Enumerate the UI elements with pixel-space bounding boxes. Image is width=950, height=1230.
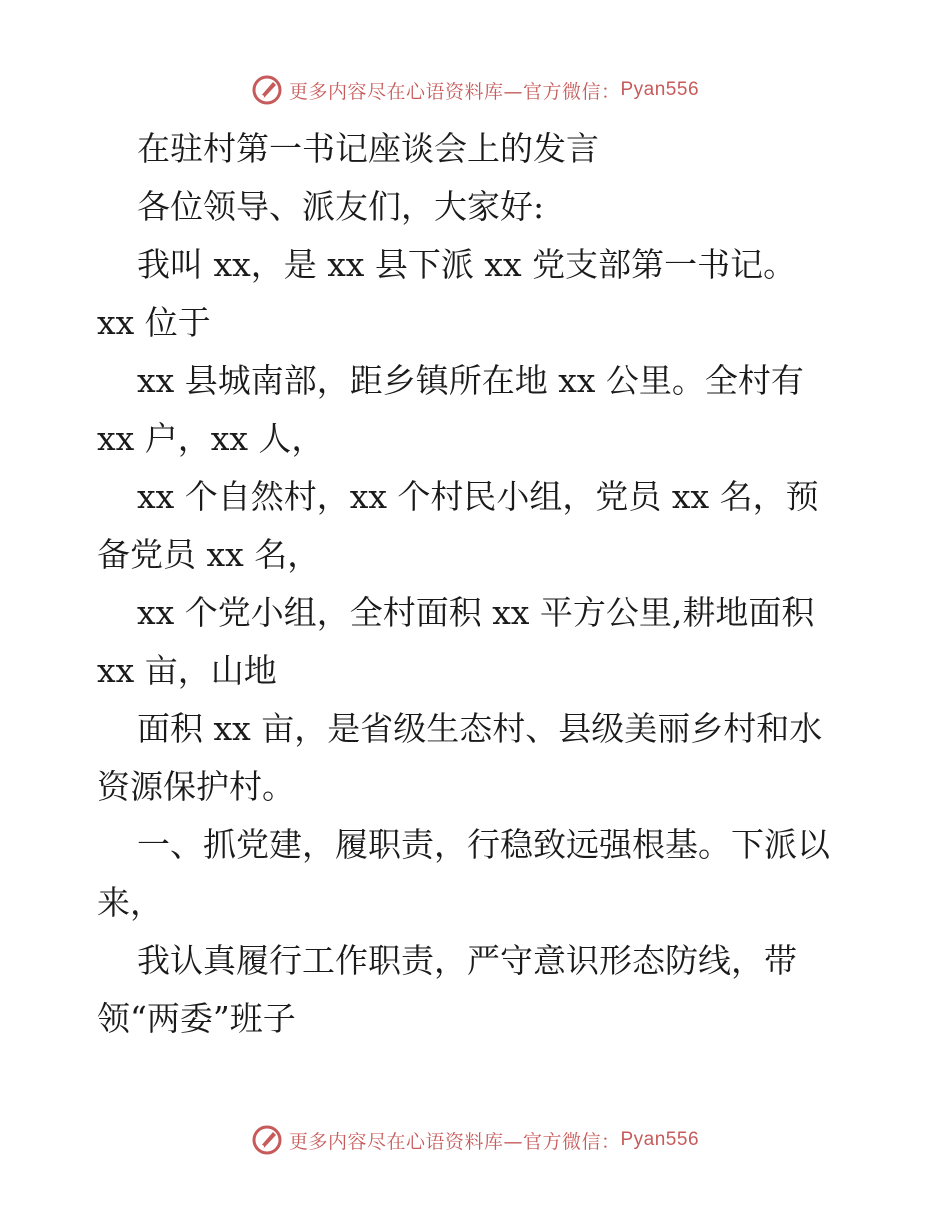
header-watermark: [0, 70, 950, 110]
watermark-text: 更多内容尽在心语资料库—官方微信：: [288, 80, 621, 103]
paragraph-line: xx 县城南部，距乡镇所在地 xx 公里。全村有: [137, 361, 804, 400]
paragraph-line: xx 亩，山地: [97, 651, 277, 690]
paragraph-line: xx 个党小组，全村面积 xx 平方公里,耕地面积: [137, 593, 815, 632]
document-title: 在驻村第一书记座谈会上的发言: [137, 129, 599, 168]
watermark-wechat-id: Pyan556: [620, 1129, 700, 1150]
pen-logo-icon: [251, 1124, 283, 1156]
paragraph-line: 面积 xx 亩，是省级生态村、县级美丽乡村和水: [137, 709, 823, 748]
paragraph-line: xx 个自然村，xx 个村民小组，党员 xx 名，预: [137, 477, 819, 516]
paragraph-line: 备党员 xx 名，: [97, 535, 321, 574]
paragraph-line: xx 户，xx 人，: [97, 419, 325, 458]
paragraph-line: xx 位于: [97, 303, 211, 342]
paragraph-line: 来，: [97, 883, 163, 922]
paragraph-line: 领“两委”班子: [97, 999, 296, 1038]
document-body: [97, 120, 857, 1048]
paragraph-line: 资源保护村。: [97, 767, 295, 806]
paragraph-line: 一、抓党建，履职责，行稳致远强根基。下派以: [137, 825, 830, 864]
paragraph-line: 各位领导、派友们，大家好:: [137, 187, 545, 226]
pen-logo-icon: [251, 74, 283, 106]
paragraph-line: 我认真履行工作职责，严守意识形态防线，带: [137, 941, 797, 980]
watermark-wechat-id: Pyan556: [620, 79, 700, 100]
paragraph-line: 我叫 xx，是 xx 县下派 xx 党支部第一书记。: [137, 245, 797, 284]
footer-watermark: [0, 1120, 950, 1160]
watermark-text: 更多内容尽在心语资料库—官方微信：: [288, 1130, 621, 1153]
